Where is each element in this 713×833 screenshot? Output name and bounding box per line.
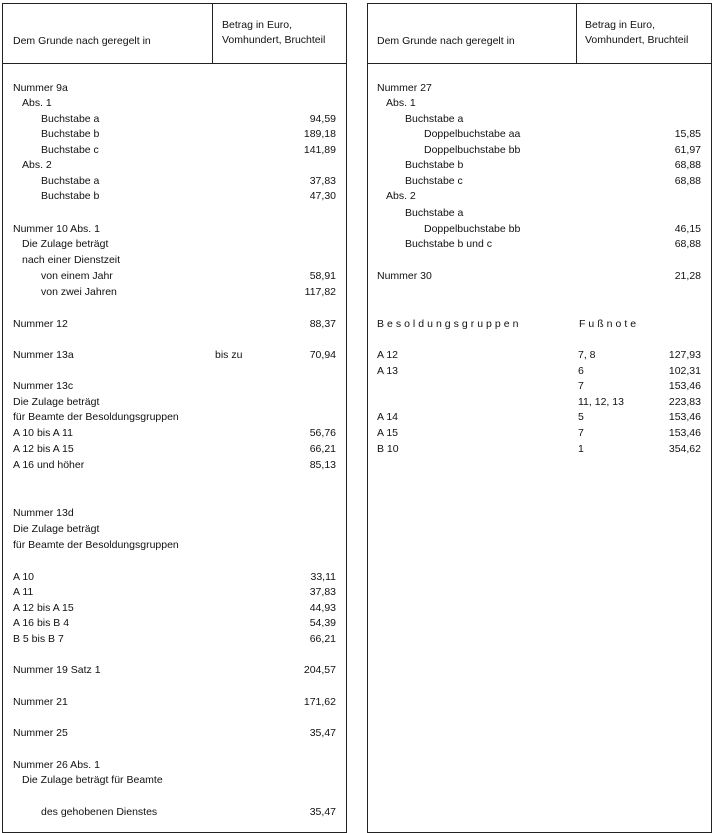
row-value: 153,46 [668, 380, 701, 392]
row-value: 15,85 [674, 128, 701, 140]
table-row [3, 237, 346, 252]
row-label: Abs. 2 [22, 159, 52, 171]
row-value: 68,88 [674, 175, 701, 187]
table-row [368, 112, 711, 127]
row-value: 153,46 [668, 411, 701, 423]
row-label: A 15 [377, 427, 399, 439]
table-row [3, 585, 346, 600]
row-value: 85,13 [309, 459, 336, 471]
row-label: Abs. 1 [22, 97, 52, 109]
table-row [3, 81, 346, 96]
table-row [368, 127, 711, 142]
row-label: A 10 bis A 11 [13, 427, 73, 439]
row-label: B 5 bis B 7 [13, 633, 64, 645]
table-row [3, 538, 346, 553]
row-label: Buchstabe b [41, 190, 100, 202]
row-label: Buchstabe c [41, 144, 99, 156]
table-row [368, 237, 711, 252]
row-label: Nummer 27 [377, 82, 432, 94]
header-col-amount-line2: Vomhundert, Bruchteil [222, 34, 326, 46]
row-value: 127,93 [668, 349, 701, 361]
row-label: Die Zulage beträgt [13, 523, 100, 535]
row-value: 117,82 [304, 286, 336, 298]
row-value: 37,83 [309, 175, 336, 187]
row-value: 54,39 [309, 617, 336, 629]
table-row [368, 174, 711, 189]
table-row [368, 426, 711, 441]
header-col-amount-line2: Vomhundert, Bruchteil [585, 34, 689, 46]
row-label: A 16 und höher [13, 459, 85, 471]
row-value: 44,93 [309, 602, 336, 614]
row-label: Buchstabe a [405, 207, 464, 219]
row-label: Buchstabe a [41, 113, 100, 125]
row-value: 46,15 [674, 223, 701, 235]
row-value: 33,11 [310, 571, 336, 583]
row-label: von einem Jahr [41, 270, 113, 282]
table-row [3, 112, 346, 127]
table-header [3, 4, 346, 64]
table-row [368, 442, 711, 457]
row-label: für Beamte der Besoldungsgruppen [13, 411, 179, 423]
row-footnote: 6 [578, 365, 584, 377]
row-label: Nummer 10 Abs. 1 [13, 223, 100, 235]
header-col-amount-line1: Betrag in Euro, [585, 19, 656, 31]
table-row [368, 410, 711, 425]
row-label: Doppelbuchstabe bb [424, 144, 521, 156]
row-label: Nummer 21 [13, 696, 68, 708]
table-row [368, 96, 711, 111]
row-label: Nummer 19 Satz 1 [13, 664, 101, 676]
row-value: 66,21 [309, 443, 336, 455]
row-label: Die Zulage beträgt [13, 396, 100, 408]
table-row [368, 189, 711, 204]
table-row [3, 222, 346, 237]
header-divider [576, 4, 577, 63]
table-row [3, 253, 346, 268]
row-label: Nummer 30 [377, 270, 432, 282]
table-row [3, 570, 346, 585]
row-value: 94,59 [309, 113, 336, 125]
table-row [3, 158, 346, 173]
row-value: 354,62 [668, 443, 701, 455]
row-footnote: 5 [578, 411, 584, 423]
subtable-header [368, 317, 711, 332]
row-value: 35,47 [309, 806, 336, 818]
table-row [3, 726, 346, 741]
row-label: für Beamte der Besoldungsgruppen [13, 539, 179, 551]
table-row [3, 426, 346, 441]
row-label: A 10 [13, 571, 35, 583]
table-row [3, 458, 346, 473]
row-label: Nummer 13a [13, 349, 74, 361]
table-row [3, 506, 346, 521]
row-label: A 12 [377, 349, 399, 361]
table-row [368, 348, 711, 363]
table-row [3, 632, 346, 647]
row-footnote: 7 [578, 380, 584, 392]
row-label: Buchstabe b [41, 128, 100, 140]
row-value: 204,57 [303, 664, 336, 676]
table-row [3, 379, 346, 394]
table-row [3, 663, 346, 678]
row-label: Buchstabe c [405, 175, 463, 187]
row-footnote: 7, 8 [578, 349, 596, 361]
row-value: 35,47 [309, 727, 336, 739]
row-value: 68,88 [674, 238, 701, 250]
row-value: 171,62 [303, 696, 336, 708]
row-value: 88,37 [309, 318, 336, 330]
table-row [368, 379, 711, 394]
table-row [3, 695, 346, 710]
row-label: A 14 [377, 411, 399, 423]
table-row [368, 81, 711, 96]
row-value: 37,83 [309, 586, 336, 598]
row-footnote: 1 [578, 443, 584, 455]
row-label: Doppelbuchstabe bb [424, 223, 521, 235]
table-row [3, 395, 346, 410]
row-value: 56,76 [309, 427, 336, 439]
row-label: A 13 [377, 365, 399, 377]
table-row [368, 269, 711, 284]
row-value: 66,21 [309, 633, 336, 645]
row-value: 70,94 [309, 349, 336, 361]
header-col-amount-line1: Betrag in Euro, [222, 19, 293, 31]
table-row [3, 285, 346, 300]
table-row [368, 158, 711, 173]
table-row [368, 206, 711, 221]
subheader-fussnote: Fußnote [579, 318, 640, 330]
row-label: Buchstabe a [405, 113, 464, 125]
row-value: 61,97 [674, 144, 701, 156]
row-label: des gehobenen Dienstes [41, 806, 158, 818]
row-label: Nummer 13c [13, 380, 74, 392]
header-col-basis: Dem Grunde nach geregelt in [13, 35, 151, 47]
header-col-basis: Dem Grunde nach geregelt in [377, 35, 515, 47]
row-label: Nummer 13d [13, 507, 74, 519]
table-row [3, 348, 346, 363]
subheader-besoldungsgruppen: Besoldungsgruppen [377, 318, 522, 330]
table-row [3, 805, 346, 820]
table-row [3, 143, 346, 158]
row-label: B 10 [377, 443, 399, 455]
table-row [368, 395, 711, 410]
row-label: nach einer Dienstzeit [22, 254, 121, 266]
table-row [3, 189, 346, 204]
row-value: 21,28 [674, 270, 701, 282]
row-value: 141,89 [303, 144, 336, 156]
table-row [3, 269, 346, 284]
table-row [3, 96, 346, 111]
row-label: A 12 bis A 15 [13, 443, 74, 455]
row-value: 68,88 [674, 159, 701, 171]
table-row [3, 410, 346, 425]
right-table [367, 3, 712, 833]
table-row [3, 758, 346, 773]
row-value: 102,31 [668, 365, 701, 377]
row-label: Buchstabe a [41, 175, 100, 187]
table-row [368, 222, 711, 237]
table-row [3, 127, 346, 142]
table-row [3, 601, 346, 616]
row-label: A 12 bis A 15 [13, 602, 74, 614]
table-row [3, 317, 346, 332]
table-row [368, 364, 711, 379]
row-label: Nummer 25 [13, 727, 68, 739]
row-value: 153,46 [668, 427, 701, 439]
left-table [2, 3, 347, 833]
row-label: A 16 bis B 4 [13, 617, 70, 629]
row-label: Nummer 9a [13, 82, 68, 94]
table-row [3, 522, 346, 537]
row-value: 58,91 [309, 270, 336, 282]
row-label: Die Zulage beträgt [22, 238, 109, 250]
row-value: 47,30 [309, 190, 336, 202]
row-label: Nummer 12 [13, 318, 68, 330]
row-label: von zwei Jahren [41, 286, 117, 298]
header-divider [212, 4, 213, 63]
row-label: Doppelbuchstabe aa [424, 128, 521, 140]
row-label: Abs. 2 [386, 190, 416, 202]
row-qualifier: bis zu [215, 349, 243, 361]
row-label: Buchstabe b und c [405, 238, 492, 250]
row-label: Buchstabe b [405, 159, 464, 171]
row-label: Die Zulage beträgt für Beamte [22, 774, 163, 786]
row-value: 189,18 [303, 128, 336, 140]
table-row [3, 174, 346, 189]
row-label: Nummer 26 Abs. 1 [13, 759, 100, 771]
row-label: Abs. 1 [386, 97, 416, 109]
table-row [3, 442, 346, 457]
row-footnote: 7 [578, 427, 584, 439]
row-value: 223,83 [668, 396, 701, 408]
row-footnote: 11, 12, 13 [578, 396, 624, 408]
table-row [3, 616, 346, 631]
table-row [368, 143, 711, 158]
row-label: A 11 [13, 586, 34, 598]
table-header [368, 4, 711, 64]
table-row [3, 773, 346, 788]
